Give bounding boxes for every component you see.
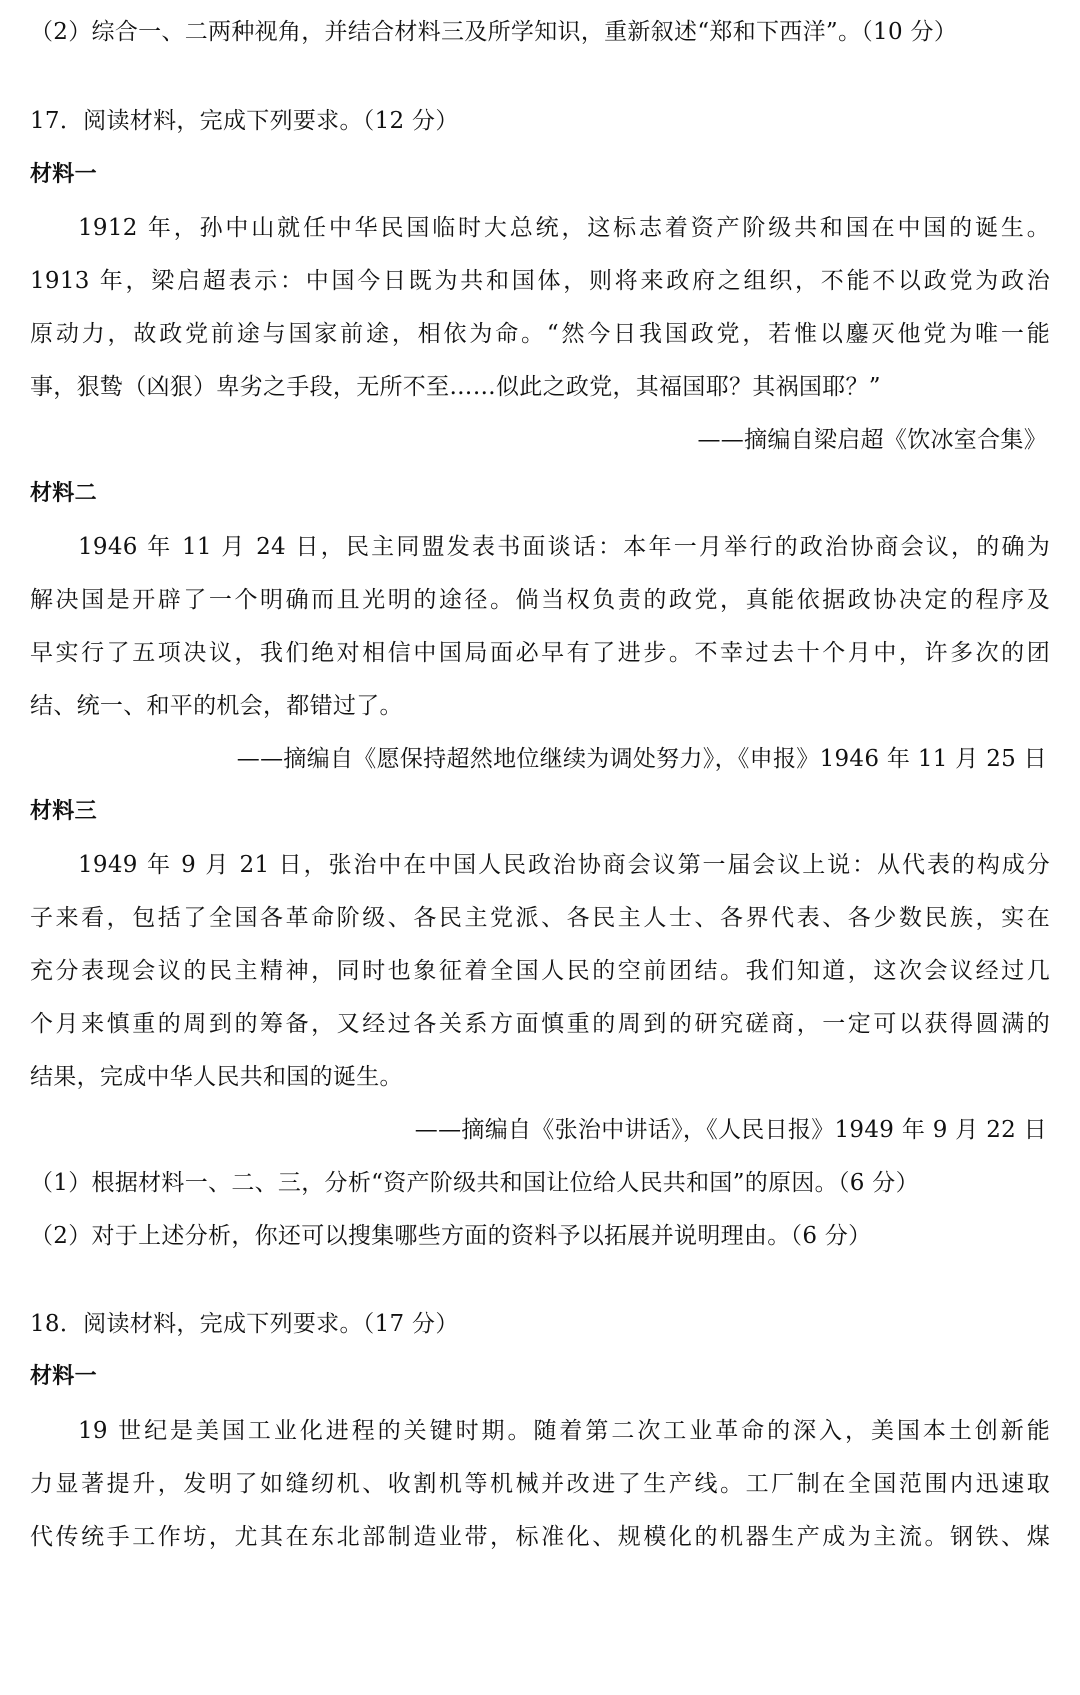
q17-m3-line: 个月来慎重的周到的筹备，又经过各关系方面慎重的周到的研究磋商，一定可以获得圆满的: [30, 1011, 1050, 1037]
q17-sub2: （2）对于上述分析，你还可以搜集哪些方面的资料予以拓展并说明理由。（6 分）: [30, 1223, 872, 1249]
q17-sub1: （1）根据材料一、二、三，分析“资产阶级共和国让位给人民共和国”的原因。（6 分）: [30, 1170, 919, 1196]
q17-m2-line: 1946 年 11 月 24 日，民主同盟发表书面谈话：本年一月举行的政治协商会议，的确为: [78, 534, 1050, 560]
q17-m1-label: 材料一: [30, 162, 97, 187]
q17-m1-line: 原动力，故政党前途与国家前途，相依为命。“然今日我国政党，若惟以鏖灭他党为唯一能: [30, 321, 1050, 347]
q16-sub2: （2）综合一、二两种视角，并结合材料三及所学知识，重新叙述“郑和下西洋”。（10 分）: [30, 19, 958, 45]
q17-m2-label: 材料二: [30, 481, 97, 506]
q18-m1-line: 代传统手工作坊，尤其在东北部制造业带，标准化、规模化的机器生产成为主流。钢铁、煤: [30, 1524, 1050, 1550]
q18-m1-line: 19 世纪是美国工业化进程的关键时期。随着第二次工业革命的深入，美国本土创新能: [78, 1418, 1050, 1444]
q17-m3-line: 子来看，包括了全国各革命阶级、各民主党派、各民主人士、各界代表、各少数民族，实在: [30, 905, 1050, 931]
q17-m1-source: ——摘编自梁启超《饮冰室合集》: [697, 427, 1047, 453]
q18-m1-line: 力显著提升，发明了如缝纫机、收割机等机械并改进了生产线。工厂制在全国范围内迅速取: [30, 1471, 1050, 1497]
q17-m3-line: 结果，完成中华人民共和国的诞生。: [30, 1064, 403, 1090]
q17-m2-line: 结、统一、和平的机会，都错过了。: [30, 693, 403, 719]
q18-stem: 18．阅读材料，完成下列要求。（17 分）: [30, 1311, 459, 1337]
q17-m3-line: 充分表现会议的民主精神，同时也象征着全国人民的空前团结。我们知道，这次会议经过几: [30, 958, 1050, 984]
q17-m3-source: ——摘编自《张治中讲话》，《人民日报》1949 年 9 月 22 日: [414, 1117, 1047, 1143]
q18-m1-label: 材料一: [30, 1364, 97, 1389]
q17-m1-line: 事，狠鸷（凶狠）卑劣之手段，无所不至……似此之政党，其福国耶？其祸国耶？”: [30, 374, 881, 400]
q17-m1-line: 1912 年，孙中山就任中华民国临时大总统，这标志着资产阶级共和国在中国的诞生。: [78, 215, 1050, 241]
q17-m2-line: 早实行了五项决议，我们绝对相信中国局面必早有了进步。不幸过去十个月中，许多次的团: [30, 640, 1050, 666]
q17-m1-line: 1913 年，梁启超表示：中国今日既为共和国体，则将来政府之组织，不能不以政党为政治: [30, 268, 1050, 294]
q17-m2-line: 解决国是开辟了一个明确而且光明的途径。倘当权负责的政党，真能依据政协决定的程序及: [30, 587, 1050, 613]
q17-m2-source: ——摘编自《愿保持超然地位继续为调处努力》，《申报》1946 年 11 月 25 日: [236, 746, 1047, 772]
q17-m3-label: 材料三: [30, 799, 97, 824]
q17-m3-line: 1949 年 9 月 21 日，张治中在中国人民政治协商会议第一届会议上说：从代表的构成分: [78, 852, 1050, 878]
q17-stem: 17．阅读材料，完成下列要求。（12 分）: [30, 108, 459, 134]
